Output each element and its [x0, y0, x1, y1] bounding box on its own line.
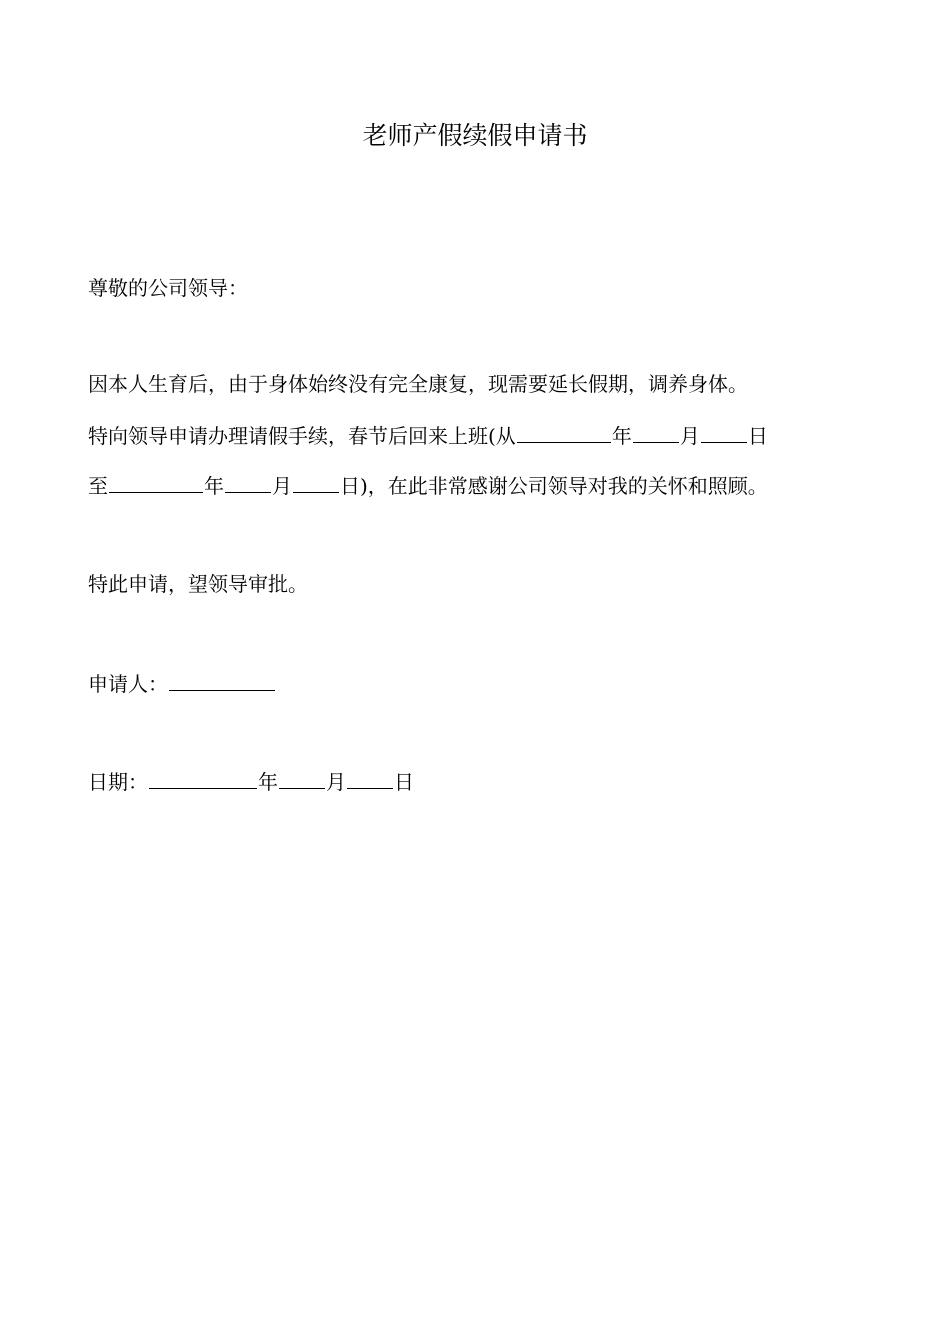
start-year-blank [517, 422, 611, 443]
day-label: 日 [394, 770, 414, 794]
date-year-blank [149, 768, 257, 789]
year-label: 年 [204, 474, 224, 498]
month-label: 月 [272, 474, 292, 498]
month-label: 月 [679, 424, 700, 448]
end-month-blank [225, 472, 271, 493]
body-paragraph-line-2 [88, 422, 768, 450]
end-year-blank [109, 472, 203, 493]
applicant-line [88, 670, 276, 698]
applicant-label: 申请人： [88, 672, 168, 696]
salutation: 尊敬的公司领导： [88, 276, 248, 300]
line3-suffix: )，在此非常感谢公司领导对我的关怀和照顾。 [360, 474, 768, 498]
date-month-blank [279, 768, 325, 789]
line2-prefix: 特向领导申请办理请假手续，春节后回来上班(从 [88, 424, 516, 448]
closing-text: 特此申请，望领导审批。 [88, 572, 308, 596]
year-label: 年 [611, 424, 632, 448]
month-label: 月 [326, 770, 346, 794]
date-line [88, 768, 414, 796]
body-paragraph-line-3 [88, 472, 768, 500]
line3-prefix: 至 [88, 474, 108, 498]
start-month-blank [633, 422, 679, 443]
day-label: 日 [747, 424, 768, 448]
start-day-blank [701, 422, 747, 443]
end-day-blank [293, 472, 339, 493]
applicant-name-blank [169, 670, 275, 691]
date-day-blank [347, 768, 393, 789]
day-label: 日 [340, 474, 360, 498]
body-paragraph-line-1: 因本人生育后，由于身体始终没有完全康复，现需要延长假期，调养身体。 [88, 372, 748, 396]
document-title: 老师产假续假申请书 [362, 121, 588, 150]
year-label: 年 [258, 770, 278, 794]
date-label: 日期： [88, 770, 148, 794]
